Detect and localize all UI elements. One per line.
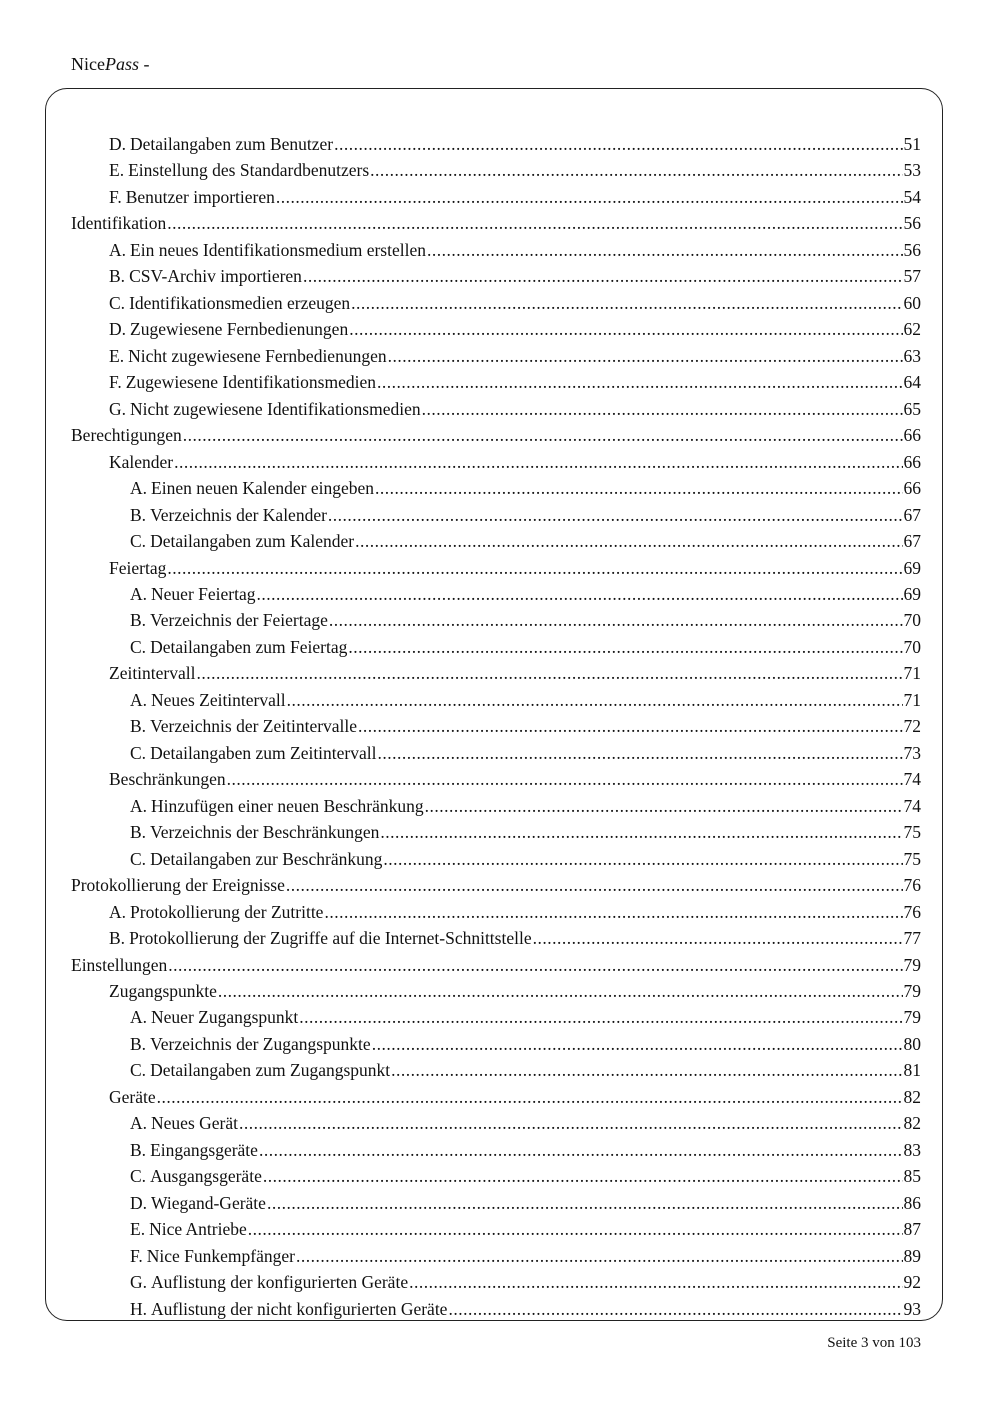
toc-entry[interactable] bbox=[71, 131, 921, 157]
toc-entry-page-number: 77 bbox=[903, 928, 921, 949]
toc-entry-page-number: 75 bbox=[903, 822, 921, 843]
toc-entry-prefix: A. bbox=[109, 901, 127, 922]
toc-entry-title: Einstellungen bbox=[71, 954, 168, 975]
toc-entry-title: Zugewiesene Identifikationsmedien bbox=[125, 372, 376, 393]
toc-entry-page-number: 66 bbox=[903, 478, 921, 499]
toc-entry-prefix: B. bbox=[109, 928, 126, 949]
toc-entry-page-number: 82 bbox=[903, 1086, 921, 1107]
toc-entry-prefix: C. bbox=[109, 292, 126, 313]
toc-entry[interactable] bbox=[71, 793, 921, 819]
toc-entry-prefix: G. bbox=[130, 1272, 148, 1293]
toc-entry-title: Beschränkungen bbox=[109, 769, 226, 790]
toc-entry[interactable] bbox=[71, 1163, 921, 1189]
toc-dot-leader bbox=[370, 157, 902, 183]
page-footer: Seite 3 von 103 bbox=[827, 1335, 921, 1351]
toc-entry-page-number: 64 bbox=[903, 372, 921, 393]
toc-entry[interactable] bbox=[71, 978, 921, 1004]
toc-entry-prefix: G. bbox=[109, 398, 127, 419]
toc-entry[interactable] bbox=[71, 766, 921, 792]
toc-dot-leader bbox=[324, 899, 902, 925]
toc-entry-title: Auflistung der konfigurierten Geräte bbox=[151, 1272, 409, 1293]
toc-entry-title: Einstellung des Standardbenutzers bbox=[128, 160, 370, 181]
toc-dot-leader bbox=[218, 978, 903, 1004]
toc-entry-prefix: A. bbox=[130, 1007, 148, 1028]
toc-dot-leader bbox=[377, 369, 903, 395]
toc-entry-page-number: 56 bbox=[903, 213, 921, 234]
toc-entry-title: Verzeichnis der Feiertage bbox=[150, 610, 328, 631]
toc-entry-prefix: B. bbox=[130, 504, 147, 525]
toc-entry-page-number: 73 bbox=[903, 742, 921, 763]
header-brand-italic: Pass bbox=[104, 54, 139, 74]
toc-entry[interactable] bbox=[71, 343, 921, 369]
toc-entry-title: Geräte bbox=[109, 1086, 156, 1107]
toc-entry[interactable] bbox=[71, 952, 921, 978]
toc-entry[interactable] bbox=[71, 925, 921, 951]
toc-entry-title: Protokollierung der Zugriffe auf die Internet-Schnittstelle bbox=[129, 928, 532, 949]
toc-entry-page-number: 83 bbox=[903, 1139, 921, 1160]
toc-entry-page-number: 76 bbox=[903, 875, 921, 896]
toc-entry-title: Protokollierung der Zutritte bbox=[130, 901, 324, 922]
toc-entry-prefix: D. bbox=[109, 319, 127, 340]
toc-dot-leader bbox=[328, 502, 903, 528]
toc-entry-prefix: F. bbox=[109, 186, 122, 207]
toc-entry-title: Neues Zeitintervall bbox=[151, 689, 286, 710]
toc-dot-leader bbox=[372, 1031, 903, 1057]
toc-entry[interactable] bbox=[71, 422, 921, 448]
toc-entry[interactable] bbox=[71, 290, 921, 316]
toc-entry-title: Detailangaben zum Zeitintervall bbox=[150, 742, 377, 763]
toc-entry-page-number: 75 bbox=[903, 848, 921, 869]
toc-entry[interactable] bbox=[71, 369, 921, 395]
toc-entry[interactable] bbox=[71, 210, 921, 236]
toc-entry[interactable] bbox=[71, 713, 921, 739]
toc-dot-leader bbox=[391, 1057, 902, 1083]
toc-dot-leader bbox=[422, 396, 903, 422]
toc-entry-page-number: 92 bbox=[903, 1272, 921, 1293]
toc-dot-leader bbox=[448, 1296, 902, 1322]
toc-dot-leader bbox=[296, 1243, 903, 1269]
toc-entry[interactable] bbox=[71, 846, 921, 872]
toc-entry-title: Zugewiesene Fernbedienungen bbox=[130, 319, 349, 340]
toc-dot-leader bbox=[299, 1004, 902, 1030]
toc-entry-title: Benutzer importieren bbox=[125, 186, 275, 207]
toc-entry-title: Neuer Feiertag bbox=[151, 583, 256, 604]
toc-dot-leader bbox=[380, 819, 902, 845]
toc-entry-title: Verzeichnis der Beschränkungen bbox=[150, 822, 380, 843]
toc-entry-prefix: B. bbox=[130, 610, 147, 631]
toc-entry-title: Protokollierung der Ereignisse bbox=[71, 875, 285, 896]
toc-entry-title: Detailangaben zum Benutzer bbox=[130, 134, 334, 154]
toc-entry-title: Feiertag bbox=[109, 557, 167, 578]
toc-entry-page-number: 67 bbox=[903, 531, 921, 552]
toc-dot-leader bbox=[248, 1216, 903, 1242]
toc-entry-prefix: C. bbox=[130, 1060, 147, 1081]
toc-entry-title: Identifikation bbox=[71, 213, 167, 234]
toc-dot-leader bbox=[287, 687, 903, 713]
toc-entry-title: Nicht zugewiesene Identifikationsmedien bbox=[130, 398, 421, 419]
toc-entry[interactable] bbox=[71, 1243, 921, 1269]
toc-entry-prefix: E. bbox=[130, 1219, 146, 1240]
toc-dot-leader bbox=[383, 846, 902, 872]
toc-entry-prefix: H. bbox=[130, 1298, 148, 1319]
toc-entry-title: Eingangsgeräte bbox=[150, 1139, 258, 1160]
toc-entry-page-number: 70 bbox=[903, 636, 921, 657]
toc-dot-leader bbox=[375, 475, 902, 501]
toc-entry-title: Kalender bbox=[109, 451, 174, 472]
toc-entry-title: Zugangspunkte bbox=[109, 981, 217, 1001]
toc-entry-prefix: C. bbox=[130, 742, 147, 763]
toc-entry-page-number: 93 bbox=[903, 1298, 921, 1319]
toc-dot-leader bbox=[183, 422, 903, 448]
toc-entry-title: Berechtigungen bbox=[71, 425, 182, 446]
toc-entry-page-number: 80 bbox=[903, 1033, 921, 1054]
toc-dot-leader bbox=[349, 316, 902, 342]
toc-entry-page-number: 69 bbox=[903, 583, 921, 604]
toc-entry-page-number: 89 bbox=[903, 1245, 921, 1266]
toc-entry[interactable] bbox=[71, 819, 921, 845]
toc-entry[interactable] bbox=[71, 396, 921, 422]
toc-entry-prefix: C. bbox=[130, 1166, 147, 1187]
toc-entry[interactable] bbox=[71, 660, 921, 686]
toc-entry-prefix: E. bbox=[109, 345, 125, 366]
toc-dot-leader bbox=[227, 766, 903, 792]
toc-entry[interactable] bbox=[71, 555, 921, 581]
toc-entry-title: Neuer Zugangspunkt bbox=[151, 1007, 299, 1028]
toc-entry-prefix: E. bbox=[109, 160, 125, 181]
toc-entry-prefix: B. bbox=[130, 716, 147, 737]
toc-entry[interactable] bbox=[71, 740, 921, 766]
toc-dot-leader bbox=[303, 263, 903, 289]
toc-dot-leader bbox=[167, 210, 902, 236]
header-brand-plain: Nice bbox=[71, 54, 105, 74]
toc-entry-prefix: A. bbox=[130, 1113, 148, 1134]
toc-entry-page-number: 85 bbox=[903, 1166, 921, 1187]
toc-dot-leader bbox=[425, 793, 903, 819]
toc-dot-leader bbox=[256, 581, 902, 607]
toc-entry-page-number: 82 bbox=[903, 1113, 921, 1134]
toc-entry-prefix: B. bbox=[130, 1033, 147, 1054]
toc-entry[interactable] bbox=[71, 184, 921, 210]
toc-dot-leader bbox=[355, 528, 902, 554]
toc-entry-title: Nice Antriebe bbox=[149, 1219, 247, 1240]
toc-entry-page-number: 71 bbox=[903, 663, 921, 684]
toc-dot-leader bbox=[358, 713, 902, 739]
toc-entry-page-number: 67 bbox=[903, 504, 921, 525]
toc-dot-leader bbox=[378, 740, 903, 766]
toc-entry-title: Auflistung der nicht konfigurierten Geräte bbox=[151, 1298, 448, 1319]
toc-entry[interactable] bbox=[71, 1296, 921, 1322]
toc-dot-leader bbox=[409, 1269, 902, 1295]
toc-entry[interactable] bbox=[71, 1110, 921, 1136]
toc-entry-prefix: A. bbox=[130, 583, 148, 604]
toc-entry-page-number: 65 bbox=[903, 398, 921, 419]
toc-entry-page-number: 54 bbox=[903, 186, 921, 207]
toc-dot-leader bbox=[348, 634, 902, 660]
toc-dot-leader bbox=[427, 237, 903, 263]
toc-entry[interactable] bbox=[71, 237, 921, 263]
toc-dot-leader bbox=[197, 660, 903, 686]
toc-entry-prefix: F. bbox=[109, 372, 122, 393]
toc-entry-prefix: C. bbox=[130, 848, 147, 869]
toc-entry[interactable] bbox=[71, 872, 921, 898]
toc-entry-page-number: 71 bbox=[903, 689, 921, 710]
toc-entry-page-number: 74 bbox=[903, 769, 921, 790]
toc-dot-leader bbox=[174, 449, 902, 475]
toc-entry-title: CSV-Archiv importieren bbox=[129, 266, 302, 287]
toc-entry-page-number: 62 bbox=[903, 319, 921, 340]
toc-entry-page-number: 76 bbox=[903, 901, 921, 922]
toc-entry[interactable] bbox=[71, 316, 921, 342]
toc-entry-page-number: 66 bbox=[903, 425, 921, 446]
toc-entry-title: Verzeichnis der Kalender bbox=[150, 504, 327, 525]
toc-dot-leader bbox=[276, 184, 903, 210]
toc-entry-prefix: A. bbox=[130, 478, 148, 499]
toc-entry[interactable] bbox=[71, 1084, 921, 1110]
toc-entry-title: Ausgangsgeräte bbox=[150, 1166, 262, 1187]
toc-entry-title: Einen neuen Kalender eingeben bbox=[151, 478, 375, 499]
toc-entry-page-number: 79 bbox=[903, 1007, 921, 1028]
toc-entry-prefix: B. bbox=[109, 266, 126, 287]
toc-dot-leader bbox=[388, 343, 903, 369]
toc-entry-page-number: 51 bbox=[903, 134, 921, 154]
toc-entry-title: Hinzufügen einer neuen Beschränkung bbox=[151, 795, 424, 816]
toc-dot-leader bbox=[239, 1110, 903, 1136]
toc-entry-prefix: A. bbox=[109, 239, 127, 260]
toc-entry-page-number: 69 bbox=[903, 557, 921, 578]
toc-entry-prefix: F. bbox=[130, 1245, 143, 1266]
toc-entry-prefix: B. bbox=[130, 1139, 147, 1160]
toc-entry[interactable] bbox=[71, 634, 921, 660]
toc-entry-prefix: C. bbox=[130, 636, 147, 657]
toc-dot-leader bbox=[167, 555, 902, 581]
toc-dot-leader bbox=[267, 1190, 903, 1216]
toc-entry[interactable] bbox=[71, 581, 921, 607]
toc-entry[interactable] bbox=[71, 502, 921, 528]
table-of-contents bbox=[71, 131, 921, 1322]
toc-entry-prefix: C. bbox=[130, 531, 147, 552]
toc-entry-page-number: 81 bbox=[903, 1060, 921, 1081]
toc-dot-leader bbox=[334, 131, 902, 157]
toc-entry-prefix: D. bbox=[130, 1192, 148, 1213]
toc-dot-leader bbox=[351, 290, 902, 316]
toc-entry-page-number: 72 bbox=[903, 716, 921, 737]
toc-entry[interactable] bbox=[71, 157, 921, 183]
toc-entry[interactable] bbox=[71, 1031, 921, 1057]
toc-entry[interactable] bbox=[71, 1057, 921, 1083]
toc-entry[interactable] bbox=[71, 607, 921, 633]
toc-entry-title: Nice Funkempfänger bbox=[146, 1245, 295, 1266]
toc-entry-title: Detailangaben zum Feiertag bbox=[150, 636, 348, 657]
toc-entry-title: Verzeichnis der Zugangspunkte bbox=[150, 1033, 371, 1054]
toc-entry-page-number: 66 bbox=[903, 451, 921, 472]
toc-entry-prefix: B. bbox=[130, 822, 147, 843]
header-suffix: - bbox=[139, 54, 150, 74]
toc-entry-prefix: A. bbox=[130, 689, 148, 710]
toc-dot-leader bbox=[263, 1163, 903, 1189]
toc-entry-title: Wiegand-Geräte bbox=[151, 1192, 266, 1213]
toc-entry-page-number: 57 bbox=[903, 266, 921, 287]
toc-entry-title: Verzeichnis der Zeitintervalle bbox=[150, 716, 358, 737]
toc-entry[interactable] bbox=[71, 1269, 921, 1295]
toc-entry[interactable] bbox=[71, 475, 921, 501]
toc-entry-page-number: 53 bbox=[903, 160, 921, 181]
toc-entry[interactable] bbox=[71, 1004, 921, 1030]
toc-entry-title: Detailangaben zum Zugangspunkt bbox=[150, 1060, 391, 1081]
toc-entry-title: Identifikationsmedien erzeugen bbox=[129, 292, 351, 313]
toc-entry[interactable] bbox=[71, 449, 921, 475]
toc-entry[interactable] bbox=[71, 687, 921, 713]
toc-entry-title: Detailangaben zur Beschränkung bbox=[150, 848, 383, 869]
toc-entry[interactable] bbox=[71, 528, 921, 554]
toc-entry-page-number: 79 bbox=[903, 981, 921, 1001]
toc-entry-title: Nicht zugewiesene Fernbedienungen bbox=[128, 345, 387, 366]
toc-entry-page-number: 70 bbox=[903, 610, 921, 631]
toc-entry-page-number: 86 bbox=[903, 1192, 921, 1213]
toc-entry[interactable] bbox=[71, 1137, 921, 1163]
toc-entry-page-number: 87 bbox=[903, 1219, 921, 1240]
toc-entry-prefix: D. bbox=[109, 134, 127, 154]
toc-dot-leader bbox=[157, 1084, 903, 1110]
toc-entry[interactable] bbox=[71, 263, 921, 289]
toc-entry-page-number: 60 bbox=[903, 292, 921, 313]
toc-dot-leader bbox=[286, 872, 903, 898]
toc-entry-title: Zeitintervall bbox=[109, 663, 196, 684]
toc-entry-title: Neues Gerät bbox=[151, 1113, 238, 1134]
toc-dot-leader bbox=[329, 607, 903, 633]
toc-entry-prefix: A. bbox=[130, 795, 148, 816]
toc-entry-page-number: 56 bbox=[903, 239, 921, 260]
toc-entry-page-number: 74 bbox=[903, 795, 921, 816]
toc-entry-title: Detailangaben zum Kalender bbox=[150, 531, 355, 552]
toc-dot-leader bbox=[259, 1137, 903, 1163]
page-header bbox=[71, 53, 150, 75]
toc-entry-page-number: 79 bbox=[903, 954, 921, 975]
toc-dot-leader bbox=[533, 925, 903, 951]
toc-dot-leader bbox=[168, 952, 902, 978]
toc-entry[interactable] bbox=[71, 1216, 921, 1242]
toc-entry[interactable] bbox=[71, 899, 921, 925]
toc-entry-page-number: 63 bbox=[903, 345, 921, 366]
toc-entry-title: Ein neues Identifikationsmedium erstellen bbox=[130, 239, 426, 260]
toc-entry[interactable] bbox=[71, 1190, 921, 1216]
